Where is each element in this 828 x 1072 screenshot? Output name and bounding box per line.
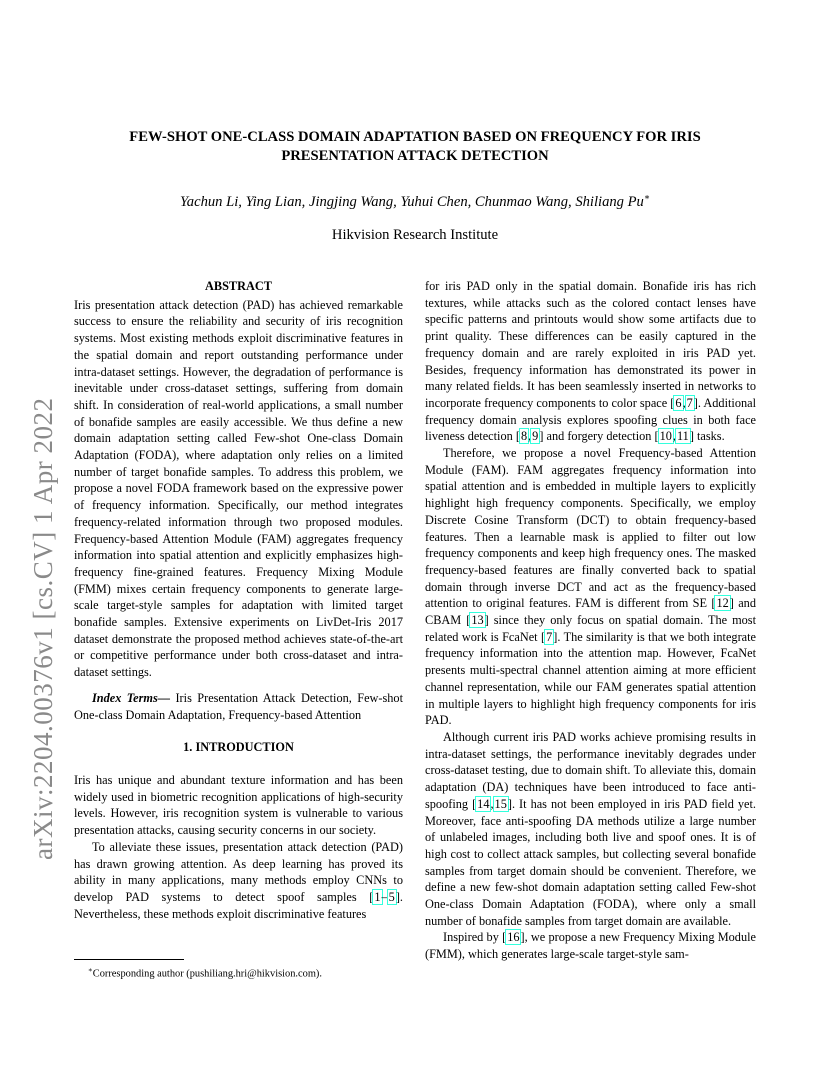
abstract-text: Iris presentation attack detection (PAD) has achieved remarkable success to ensure the reliability and security of iris recognition systems. Most existing methods exploit discriminative features in the spatial domain and report outstanding performance under intra-dataset settings. However, the degradation of performance is inevitable under cross-dataset settings, suffering from domain shift. In consideration of real-world applications, a small number of bonafide samples are easily accessible. We thus define a new domain adaptation setting called Few-shot One-class Domain Adaptation (FODA), where adaptation only relies on a limited number of target bonafide samples. To address this problem, we propose a novel FODA framework based on the expressive power of frequency information. Specifically, our method integrates frequency-related information through two proposed modules. Frequency-based Attention Module (FAM) aggregates frequency information into spatial attention and explicitly emphasizes high-frequency fine-grained features. Frequency Mixing Module (FMM) mixes certain frequency components to generate large-scale target-style samples for adaptation with limited target bonafide samples. Extensive experiments on LivDet-Iris 2017 dataset demonstrate the proposed method achieves state-of-the-art or competitive performance under both cross-dataset and intra-dataset settings. [74, 297, 403, 680]
abstract-heading: ABSTRACT [205, 279, 272, 293]
citation-link[interactable]: 14 [477, 796, 490, 811]
text-span: ]. It has not been employed in iris PAD field yet. Moreover, face anti-spoofing DA methods utilize a large number of unlabeled images, including both live and spoof ones. It is of high cost to collect attack samples, but collecting several bonafide samples from target domain should be convenient. Therefore, we define a new few-shot domain adaptation setting called Few-shot One-class Domain Adaptation (FODA), where only a small number of bonafide samples from target domain are available. [425, 796, 756, 928]
citation-link[interactable]: 11 [676, 429, 689, 444]
left-column [74, 278, 403, 922]
footnote-divider [74, 959, 184, 960]
affiliation: Hikvision Research Institute [331, 227, 499, 243]
text-span: Although current iris PAD works achieve promising results in intra-dataset settings, the performance inevitably degrades under cross-dataset testing, due to domain shift. To alleviate this, domain adaptation (DA) techniques have been introduced to face anti-spoofing [ [425, 729, 756, 811]
citation-link[interactable]: 10 [659, 429, 672, 444]
citation-link[interactable]: 15 [494, 796, 507, 811]
citation-link[interactable]: 9 [532, 429, 539, 444]
author-names: Yachun Li, Ying Lian, Jingjing Wang, Yuhui Chen, Chunmao Wang, Shiliang Pu [180, 193, 644, 210]
text-span: – [381, 889, 388, 904]
footnote-text: Corresponding author (pushiliang.hri@hikvision.com). [92, 968, 322, 980]
citation-link[interactable]: 13 [471, 613, 484, 628]
citation-link[interactable]: 16 [507, 930, 520, 945]
index-terms-label: Index Terms— [92, 690, 171, 705]
footnote-mark: ∗ [88, 966, 93, 974]
right-column [425, 278, 756, 963]
intro-paragraph-1: Iris has unique and abundant texture information and has been widely used in biometric recognition applications of high-security levels. However, iris recognition system is vulnerable to various presentation attacks, causing security concerns in our society. [74, 772, 403, 838]
paper-title: FEW-SHOT ONE-CLASS DOMAIN ADAPTATION BASED ON FREQUENCY FOR IRIS PRESENTATION ATTACK DETECTION [129, 129, 701, 164]
citation-link[interactable]: 1 [374, 889, 381, 904]
text-span: ]. The similarity is that we both integrate frequency information into the attention map. However, FcaNet presents multi-spectral channel attention aiming at more efficient channel representation, while our FAM generates spatial attention in multiple layers to highlight high frequency components for iris PAD. [425, 629, 756, 728]
right-paragraph-1: for iris PAD only in the spatial domain. Bonafide iris has rich textures, while attacks such as the colored contact lenses have specific patterns and printouts would show some artifacts due to print quality. These differences can be easily captured in the frequency domain and are rarely exploited in iris PAD yet. Besides, frequency information has demonstrated its power in many related fields. It has been seamlessly inserted in networks to incorporate frequency components to color space [6,7]. Additional frequency domain analysis explores spoofing clues in both face liveness detection [8,9] and forgery detection [10,11] tasks. [425, 279, 756, 444]
text-span: To alleviate these issues, presentation attack detection (PAD) has drawn growing attention. As deep learning has proved its ability in many applications, many methods employ CNNs to develop PAD systems to detect spoof samples [ [74, 839, 403, 904]
text-span: ] since they only focus on spatial domain. The most related work is FcaNet [ [425, 613, 756, 644]
author-list [90, 188, 740, 211]
corresponding-author-mark: ∗ [643, 192, 650, 202]
intro-paragraph-2 [74, 839, 403, 923]
index-terms-text: Iris Presentation Attack Detection, Few-shot One-class Domain Adaptation, Frequency-based Attention [74, 690, 403, 722]
text-span: ] and CBAM [ [425, 596, 756, 628]
index-terms [74, 690, 403, 723]
text-span: Therefore, we propose a novel Frequency-based Attention Module (FAM). FAM aggregates frequency information into spatial attention and is embedded in multiple layers to explicitly highlight high frequency components. Specifically, we employ Discrete Cosine Transform (DCT) to obtain frequency-based features. Then a learnable mask is applied to filter out low frequency components and keep high frequency ones. The masked frequency-based features are finally converted back to spatial domain through inverse DCT and act as the frequency-based attention to original features. FAM is different from SE [ [425, 446, 756, 611]
citation-link[interactable]: 8 [520, 429, 528, 444]
text-span: Inspired by [ [443, 930, 507, 945]
citation-link[interactable]: 6 [675, 395, 682, 410]
arxiv-identifier-stamp: arXiv:2204.00376v1 [cs.CV] 1 Apr 2022 [28, 397, 58, 860]
footnote [74, 963, 403, 981]
right-paragraph-2 [425, 445, 756, 729]
citation-link[interactable]: 7 [546, 629, 553, 644]
right-paragraph-4 [425, 929, 756, 962]
introduction-heading: 1. INTRODUCTION [183, 740, 294, 755]
citation-link[interactable]: 5 [388, 889, 395, 904]
citation-link[interactable]: 7 [686, 395, 693, 410]
text-span: for iris PAD only in the spatial domain. Bonafide iris has rich textures, while attacks such as the colored contact lenses have specific patterns and printouts would show some artifacts due to print quality. These differences can be easily captured in the frequency domain and are rarely exploited in iris PAD yet. Besides, frequency information has demonstrated its power in many related fields. It has been seamlessly inserted in networks to incorporate frequency components to color space [ [425, 279, 756, 410]
right-paragraph-3: Although current iris PAD works achieve promising results in intra-dataset settings, the performance inevitably degrades under cross-dataset testing, due to domain shift. To alleviate this, domain adaptation (DA) techniques have been introduced to face anti-spoofing [14,15]. It has not been employed in iris PAD field yet. Moreover, face anti-spoofing DA methods utilize a large number of unlabeled images, including both live and spoof ones. It is of high cost to collect attack samples, but collecting several bonafide samples from target domain should be convenient. Therefore, we define a new few-shot domain adaptation setting called Few-shot One-class Domain Adaptation (FODA), where only a small number of bonafide samples from target domain are available. [425, 729, 756, 928]
text-span: ]. Additional frequency domain analysis explores spoofing clues in both face liveness detection [ [425, 395, 756, 444]
text-span: ] and forgery detection [ [539, 429, 659, 444]
citation-link[interactable]: 12 [716, 596, 729, 611]
text-span: ] tasks. [689, 429, 725, 444]
text-span: ], we propose a new Frequency Mixing Module (FMM), which generates large-scale target-style sam- [425, 930, 756, 962]
text-span: ]. Nevertheless, these methods exploit discriminative features [74, 889, 403, 921]
